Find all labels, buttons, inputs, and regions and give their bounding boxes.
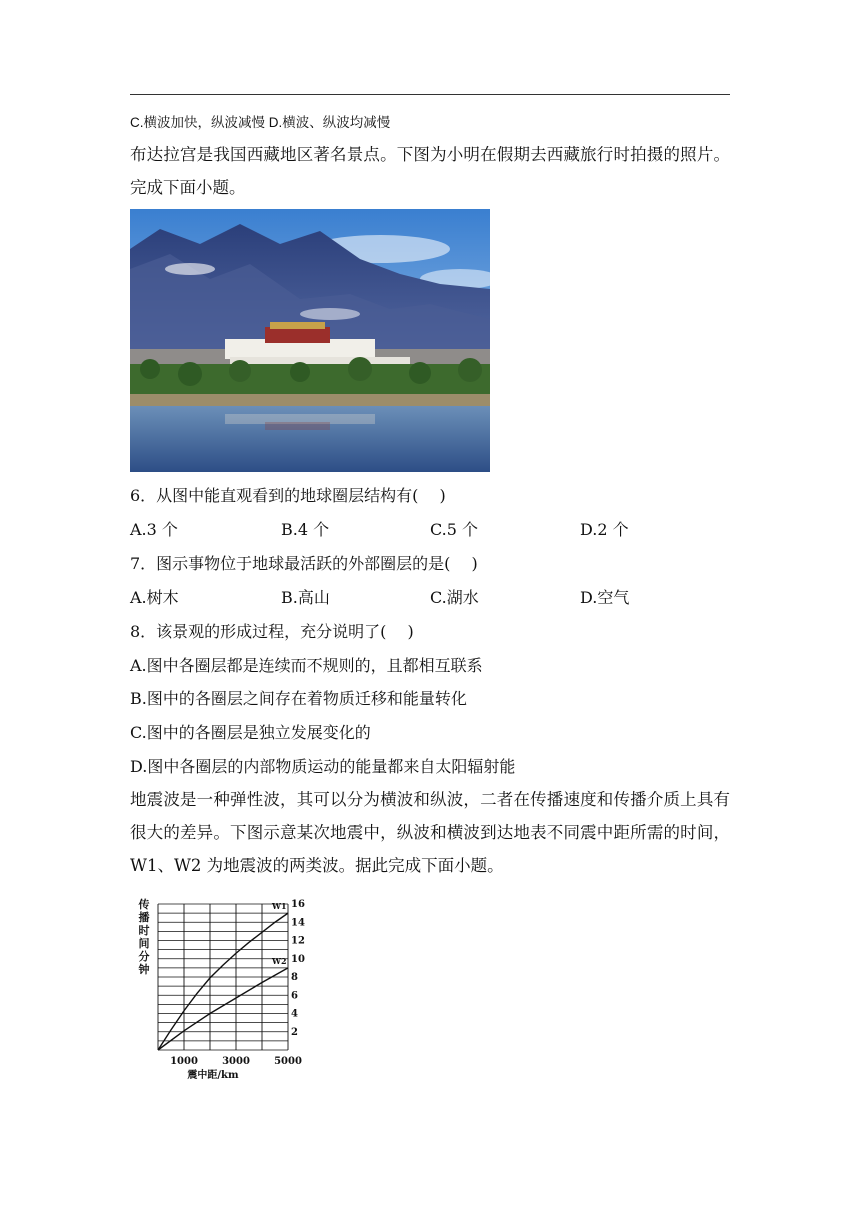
q6-option-a: A.3 个 xyxy=(130,520,178,539)
y-axis-label-char: 钟 xyxy=(138,963,150,976)
q8-option-a: A.图中各圈层都是连续而不规则的，且都相互联系 xyxy=(130,656,483,675)
chart-grid xyxy=(158,904,288,1050)
q7-option-b: B.高山 xyxy=(281,588,330,607)
q8-option-b: B.图中的各圈层之间存在着物质迁移和能量转化 xyxy=(130,689,467,708)
potala-palace-photo xyxy=(130,209,490,472)
y-tick-label: 4 xyxy=(291,1008,298,1020)
header-rule xyxy=(130,94,730,95)
q8-stem: 8．该景观的形成过程，充分说明了( ) xyxy=(130,622,414,641)
q7-option-a: A.树木 xyxy=(130,588,179,607)
intro-seismic: 地震波是一种弹性波，其可以分为横波和纵波，二者在传播速度和传播介质上具有很大的差异。下图示意某次地震中，纵波和横波到达地表不同震中距所需的时间，W1、W2 为地震波的两类波。据此完成下面小题。 xyxy=(130,790,730,875)
y-tick-label: 10 xyxy=(291,953,305,965)
x-tick-label: 5000 xyxy=(274,1056,302,1067)
series-label-w1: W1 xyxy=(272,901,287,912)
q6-option-d: D.2 个 xyxy=(580,520,629,539)
series-line-w2 xyxy=(158,968,288,1050)
y-tick-label: 12 xyxy=(291,935,305,947)
y-tick-label: 14 xyxy=(291,917,305,929)
y-axis-label-char: 时 xyxy=(138,924,150,937)
question5-options-cd: C.横波加快，纵波减慢 D.横波、纵波均减慢 xyxy=(130,115,391,130)
q6-option-c: C.5 个 xyxy=(430,520,479,539)
y-tick-label: 6 xyxy=(291,990,298,1002)
q7-option-c: C.湖水 xyxy=(430,588,479,607)
y-axis-label-char: 分 xyxy=(138,950,150,963)
series-label-w2: W2 xyxy=(272,955,287,966)
chart-tick-labels xyxy=(138,897,305,1081)
x-tick-label: 1000 xyxy=(170,1056,198,1067)
y-axis-label-char: 播 xyxy=(138,911,150,924)
q6-stem: 6．从图中能直观看到的地球圈层结构有( ) xyxy=(130,486,446,505)
x-axis-label: 震中距/km xyxy=(187,1070,239,1081)
q8-option-c: C.图中的各圈层是独立发展变化的 xyxy=(130,723,371,742)
q7-option-d: D.空气 xyxy=(580,588,630,607)
x-tick-label: 3000 xyxy=(222,1056,250,1067)
intro-potala: 布达拉宫是我国西藏地区著名景点。下图为小明在假期去西藏旅行时拍摄的照片。完成下面小题。 xyxy=(130,145,730,197)
y-tick-label: 16 xyxy=(291,899,305,910)
y-axis-label-char: 传 xyxy=(138,898,150,911)
q7-stem: 7．图示事物位于地球最活跃的外部圈层的是( ) xyxy=(130,554,478,573)
y-tick-label: 8 xyxy=(291,972,298,983)
series-line-w1 xyxy=(158,913,288,1050)
q8-option-d: D.图中各圈层的内部物质运动的能量都来自太阳辐射能 xyxy=(130,757,516,776)
seismic-wave-chart xyxy=(128,892,308,1087)
chart-series xyxy=(158,913,288,1050)
y-tick-label: 2 xyxy=(291,1026,298,1038)
q6-option-b: B.4 个 xyxy=(281,520,330,539)
y-axis-label-char: 间 xyxy=(138,937,150,950)
